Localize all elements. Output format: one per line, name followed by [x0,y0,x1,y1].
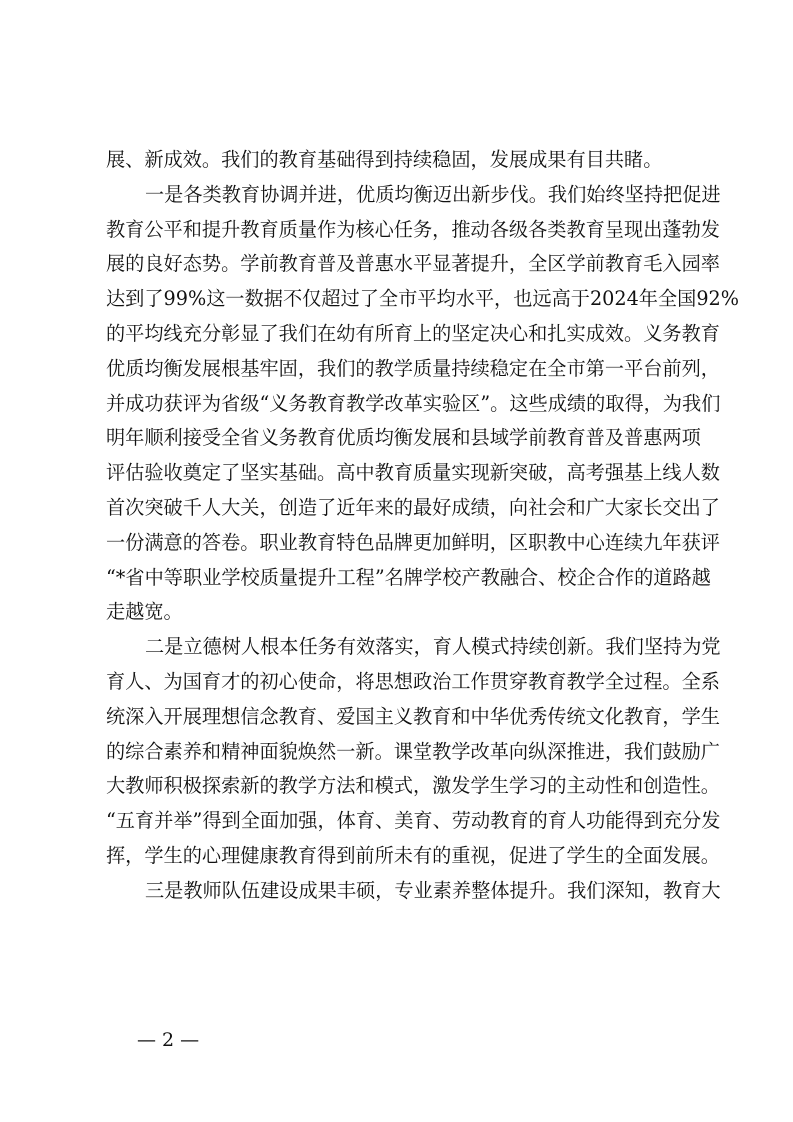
text-line: 二是立德树人根本任务有效落实，育人模式持续创新。我们坚持为党 [145,635,721,659]
text-line: 并成功获评为省级“义务教育教学改革实验区”。这些成绩的取得，为我们 [106,391,721,415]
text-line: “五育并举”得到全面加强，体育、美育、劳动教育的育人功能得到充分发 [106,809,721,833]
text-line: 展、新成效。我们的教育基础得到持续稳固，发展成果有目共睹。 [106,148,663,171]
body-text [106,143,739,909]
paragraph [106,178,739,630]
text-line: 的综合素养和精神面貌焕然一新。课堂教学改革向纵深推进，我们鼓励广 [106,739,720,763]
text-line: 一是各类教育协调并进，优质均衡迈出新步伐。我们始终坚持把促进 [145,182,721,206]
text-line: 教育公平和提升教育质量作为核心任务，推动各级各类教育呈现出蓬勃发 [106,217,720,241]
text-line: 达到了99%这一数据不仅超过了全市平均水平，也远高于2024年全国92% [106,287,739,311]
text-line: 展的良好态势。学前教育普及普惠水平显著提升，全区学前教育毛入园率 [106,252,720,276]
text-line: 育人、为国育才的初心使命，将思想政治工作贯穿教育教学全过程。全系 [106,669,720,693]
text-line: 首次突破千人大关，创造了近年来的最好成绩，向社会和广大家长交出了 [106,495,720,519]
text-line: 统深入开展理想信念教育、爱国主义教育和中华优秀传统文化教育，学生 [106,704,720,728]
text-line: “*省中等职业学校质量提升工程”名牌学校产教融合、校企合作的道路越 [106,565,711,589]
text-line: 挥，学生的心理健康教育得到前所未有的重视，促进了学生的全面发展。 [106,843,720,867]
text-line: 优质均衡发展根基牢固，我们的教学质量持续稳定在全市第一平台前列， [106,356,720,380]
page-number: — 2 — [137,1029,200,1051]
text-line: 三是教师队伍建设成果丰硕，专业素养整体提升。我们深知，教育大 [145,878,721,902]
text-line: 的平均线充分彰显了我们在幼有所育上的坚定决心和扎实成效。义务教育 [106,321,720,345]
paragraph [106,874,721,909]
text-line: 一份满意的答卷。职业教育特色品牌更加鲜明，区职教中心连续九年获评 [106,530,720,554]
text-line: 明年顺利接受全省义务教育优质均衡发展和县域学前教育普及普惠两项 [106,426,701,450]
text-line: 大教师积极探索新的教学方法和模式，激发学生学习的主动性和创造性。 [106,774,720,798]
paragraph [106,630,721,874]
paragraph [106,143,696,178]
text-line: 评估验收奠定了坚实基础。高中教育质量实现新突破，高考强基上线人数 [106,461,720,485]
text-line: 走越宽。 [106,600,183,624]
